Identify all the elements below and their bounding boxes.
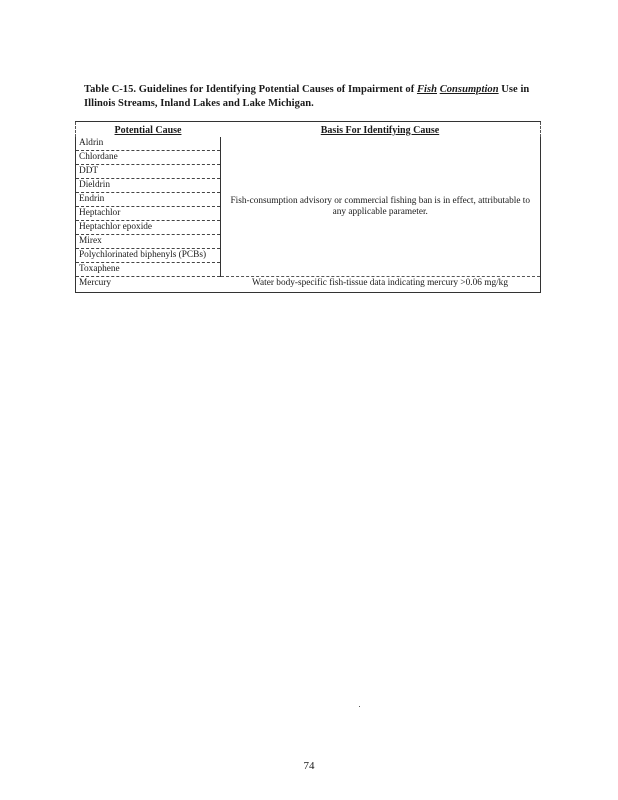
cause-cell: Heptachlor: [76, 207, 221, 221]
page-number: 74: [303, 760, 315, 772]
causes-table-container: [75, 121, 541, 293]
caption-suffix: Use in Illinois Streams, Inland Lakes and Lake Michigan.: [84, 84, 530, 109]
header-potential-cause: Potential Cause: [76, 122, 221, 138]
cause-cell: Chlordane: [76, 151, 221, 165]
header-basis: Basis For Identifying Cause: [220, 122, 541, 138]
cause-cell: Mirex: [76, 235, 221, 249]
cause-cell: Polychlorinated biphenyls (PCBs): [76, 249, 221, 263]
scan-speck: [359, 706, 360, 707]
table-row: [76, 137, 541, 151]
cause-cell: DDT: [76, 165, 221, 179]
table-row-mercury: [76, 277, 541, 293]
basis-cell-mercury: Water body-specific fish-tissue data indicating mercury >0.06 mg/kg: [220, 277, 541, 293]
cause-cell: Dieldrin: [76, 179, 221, 193]
cause-cell: Toxaphene: [76, 263, 221, 277]
cause-cell: Aldrin: [76, 137, 221, 151]
cause-cell-mercury: Mercury: [76, 277, 221, 293]
causes-table: [75, 121, 541, 293]
caption-emphasis-consumption: Consumption: [439, 84, 499, 95]
cause-cell: Endrin: [76, 193, 221, 207]
table-caption: [84, 83, 534, 111]
table-header-row: [76, 122, 541, 138]
caption-prefix: Table C-15. Guidelines for Identifying Potential Causes of Impairment of: [84, 84, 417, 95]
caption-emphasis-fish: Fish: [416, 84, 437, 95]
shared-basis-cell: Fish-consumption advisory or commercial fishing ban is in effect, attributable to any applicable parameter.: [220, 137, 541, 277]
cause-cell: Heptachlor epoxide: [76, 221, 221, 235]
